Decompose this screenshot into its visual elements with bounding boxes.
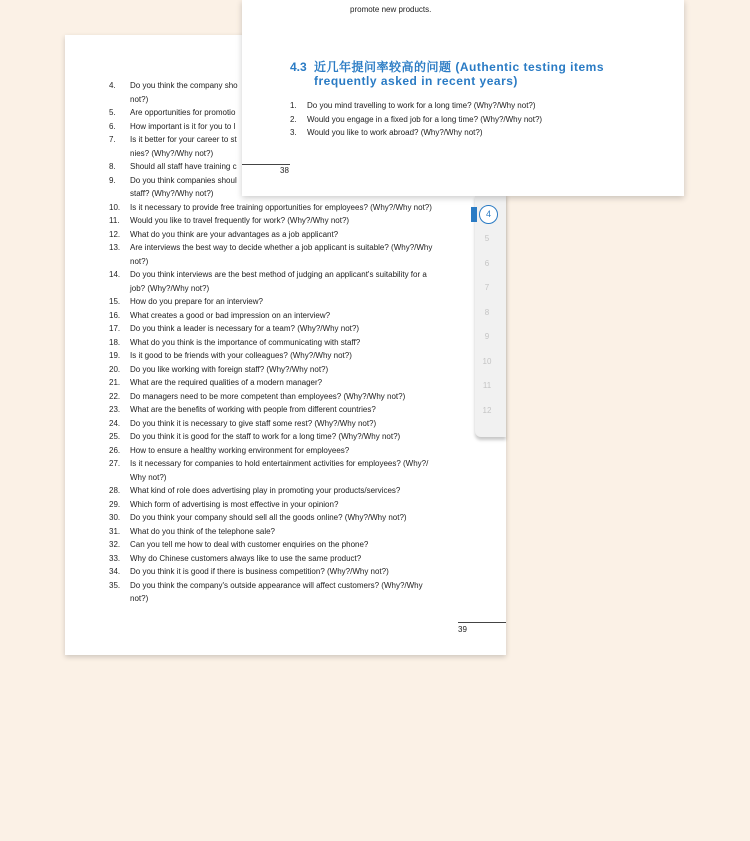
question-item [65,525,460,539]
question-text: Would you like to work abroad? (Why?/Why not?) [307,128,483,137]
question-text [130,511,452,525]
question-text-line: Do you think it is necessary to give staff some rest? (Why?/Why not?) [130,418,377,428]
section-title: 近几年提问率较高的问题 (Authentic testing items frequently asked in recent years) [314,60,605,88]
question-number: 22. [109,391,121,401]
question-text-line: Do you think it is good for the staff to work for a long time? (Why?/Why not?) [130,432,401,441]
question-text [130,295,452,309]
question-item [65,430,460,444]
question-text [130,538,452,552]
question-text-line: Are opportunities for promotio [130,108,236,117]
question-number: 7. [109,135,116,144]
section-question-item [242,99,642,113]
question-text-line: Why do Chinese customers always like to use the same product? [130,553,362,563]
section-question-item [242,113,642,127]
question-number: 18. [109,337,121,347]
question-text-line: Which form of advertising is most effective in your opinion? [130,499,339,509]
section-number: 4.3 [290,60,307,74]
question-text-line: Would you like to travel frequently for work? (Why?/Why not?) [130,216,350,225]
right-book-page [242,0,684,196]
section-question-item [242,126,642,140]
question-number: 30. [109,513,121,522]
question-item [65,214,460,228]
question-text [130,363,452,377]
question-text [130,525,452,539]
question-number: 16. [109,310,121,320]
page-number: 38 [280,166,289,175]
question-text [130,498,452,512]
question-number: 1. [290,101,297,110]
question-item [65,565,460,579]
question-number: 10. [109,202,121,212]
question-number: 23. [109,405,121,414]
page-footer-rule [242,164,290,165]
chapter-tab[interactable]: 10 [482,356,492,366]
question-text [130,201,452,215]
question-number: 5. [109,108,116,117]
question-text [130,430,452,444]
question-number: 28. [109,486,121,495]
question-number: 34. [109,567,121,576]
question-text: Would you engage in a fixed job for a long time? (Why?/Why not?) [307,114,543,124]
question-text-line: job? (Why?/Why not?) [130,283,210,293]
chapter-tab[interactable]: 11 [482,381,492,390]
question-item [65,228,460,242]
question-text [130,484,452,498]
question-item [65,295,460,309]
question-item [65,201,460,215]
question-number: 32. [109,540,121,549]
question-text-line: What do you think are your advantages as a job applicant? [130,229,339,239]
chapter-tab[interactable]: 6 [484,258,490,268]
question-number: 17. [109,324,121,333]
question-text [130,565,452,579]
question-item [65,417,460,431]
question-text [130,552,452,566]
question-item [65,403,460,417]
question-text [130,390,452,404]
question-text-line: not?) [130,594,149,603]
question-number: 3. [290,128,297,137]
question-item [65,457,460,484]
question-number: 25. [109,432,121,441]
question-text-line: nies? (Why?/Why not?) [130,148,214,158]
chapter-tab[interactable]: 9 [484,332,490,341]
question-text [130,214,452,228]
question-text-line: What do you think of the telephone sale? [130,526,275,536]
question-text-line: Is it necessary to provide free training opportunities for employees? (Why?/Why not?) [130,202,432,212]
question-text-line: Do you like working with foreign staff? (Why?/Why not?) [130,364,329,374]
question-text-line: Why not?) [130,472,167,482]
question-text-line: Do managers need to be more competent than employees? (Why?/Why not?) [130,391,406,401]
question-item [65,444,460,458]
question-item [65,579,460,606]
question-text-line: Is it good to be friends with your colleagues? (Why?/Why not?) [130,351,352,360]
chapter-tab-active[interactable]: 4 [479,205,498,224]
question-number: 9. [109,175,116,185]
question-text-line: staff? (Why?/Why not?) [130,189,214,198]
question-number: 27. [109,459,121,468]
question-text-line: Do you think it is good if there is business competition? (Why?/Why not?) [130,567,389,576]
question-text [130,444,452,458]
question-text-line: Is it better for your career to st [130,135,237,144]
chapter-tab-strip [475,195,506,437]
question-number: 8. [109,162,116,171]
question-text [130,228,452,242]
question-number: 26. [109,445,121,455]
question-text-line: Do you think the company sho [130,81,238,90]
question-item [65,363,460,377]
question-text [130,579,452,606]
question-text-line: Should all staff have training c [130,162,237,171]
question-text [130,457,452,484]
chapter-tab[interactable]: 8 [484,307,490,317]
question-text [130,403,452,417]
question-text-line: What are the required qualities of a modern manager? [130,378,323,387]
question-text [130,336,452,350]
chapter-tab[interactable]: 5 [484,234,490,243]
question-number: 4. [109,81,116,90]
question-item [65,511,460,525]
question-item [65,309,460,323]
active-tab-marker [471,207,477,222]
question-text [130,309,452,323]
question-text-line: not?) [130,94,149,104]
question-item [65,268,460,295]
question-number: 31. [109,526,121,536]
page-number: 39 [458,625,467,634]
question-number: 13. [109,243,121,252]
question-item [65,376,460,390]
chapter-tab[interactable]: 12 [482,405,492,415]
question-item [65,484,460,498]
continued-text: promote new products. [350,5,432,14]
question-text [130,376,452,390]
question-number: 6. [109,121,116,131]
question-text [130,241,452,268]
question-number: 24. [109,418,121,428]
question-text [130,417,452,431]
question-number: 2. [290,114,297,124]
question-number: 35. [109,580,121,590]
chapter-tab[interactable]: 7 [484,283,490,292]
question-text: Do you mind travelling to work for a long time? (Why?/Why not?) [307,101,536,110]
question-text-line: Is it necessary for companies to hold entertainment activities for employees? (Why?/ [130,459,429,468]
question-text-line: Can you tell me how to deal with customer enquiries on the phone? [130,540,369,549]
question-text [130,349,452,363]
question-text [130,322,452,336]
question-text-line: Are interviews the best way to decide whether a job applicant is suitable? (Why?/Why [130,243,433,252]
question-item [65,552,460,566]
question-text-line: How do you prepare for an interview? [130,297,263,306]
question-item [65,336,460,350]
question-text-line: What are the benefits of working with people from different countries? [130,405,376,414]
question-text-line: What kind of role does advertising play in promoting your products/services? [130,486,401,495]
question-text-line: Do you think interviews are the best method of judging an applicant's suitability for a [130,270,427,279]
question-number: 11. [109,216,120,225]
question-text-line: Do you think companies shoul [130,175,237,185]
question-text-line: Do you think a leader is necessary for a team? (Why?/Why not?) [130,324,359,333]
question-text-line: not?) [130,256,149,266]
question-text-line: Do you think your company should sell all the goods online? (Why?/Why not?) [130,513,407,522]
question-item [65,390,460,404]
question-text-line: How important is it for you to l [130,121,236,131]
question-number: 21. [109,378,121,387]
question-number: 14. [109,270,121,279]
question-number: 20. [109,364,121,374]
question-number: 12. [109,229,121,239]
question-number: 19. [109,351,121,360]
question-item [65,322,460,336]
question-number: 33. [109,553,121,563]
question-item [65,498,460,512]
question-item [65,241,460,268]
question-text-line: What creates a good or bad impression on an interview? [130,310,331,320]
question-item [65,349,460,363]
question-text [130,268,452,295]
question-number: 29. [109,499,121,509]
question-item [65,538,460,552]
question-text-line: Do you think the company's outside appearance will affect customers? (Why?/Why [130,580,423,590]
page-footer-rule [458,622,506,623]
question-text-line: How to ensure a healthy working environment for employees? [130,445,350,455]
question-number: 15. [109,297,121,306]
question-text-line: What do you think is the importance of communicating with staff? [130,337,361,347]
